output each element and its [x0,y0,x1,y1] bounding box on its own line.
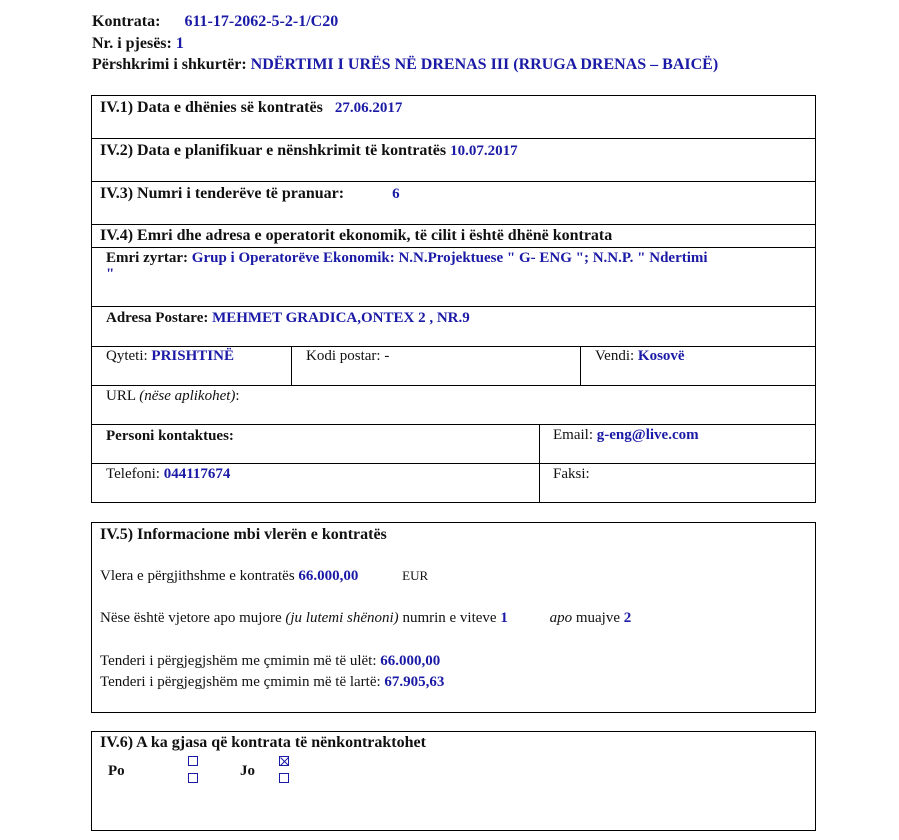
row-phone [92,464,815,502]
highest-label: Tenderi i përgjegjshëm me çmimin më të lartë: [100,674,381,690]
iv3-value: 6 [392,186,400,202]
row-postal-address [92,307,815,347]
lowest-label: Tenderi i përgjegjshëm me çmimin më të ulët: [100,653,377,669]
url-label: URL [106,388,136,404]
description-value: NDËRTIMI I URËS NË DRENAS III (RRUGA DRENAS – BAICË) [250,56,719,73]
lowest-line [100,653,440,670]
or-text: apo [549,610,573,626]
iv1-label: IV.1) Data e dhënies së kontratës [100,99,323,116]
contact-cell [92,425,540,463]
part-line [92,34,184,54]
postal-address-label: Adresa Postare: [106,310,209,326]
contract-value: 611-17-2062-5-2-1/C20 [184,13,339,30]
iv6-label: IV.6) A ka gjasa që kontrata të nënkontraktohet [100,734,426,751]
row-iv2 [92,139,815,182]
part-label: Nr. i pjesës: [92,35,172,52]
fax-label: Faksi: [553,466,590,482]
url-note: (nëse aplikohet) [139,388,236,404]
official-name-label: Emri zyrtar: [106,250,189,266]
email-cell [540,425,815,463]
years-label: numrin e viteve [402,610,497,626]
no-checkbox-checked[interactable] [279,756,289,766]
years-value: 1 [500,610,508,626]
phone-label: Telefoni: [106,466,160,482]
contact-label: Personi kontaktues: [106,428,234,444]
fax-cell [540,464,815,502]
iv2-label: IV.2) Data e planifikuar e nënshkrimit të kontratës [100,142,447,159]
row-city [92,347,815,386]
official-name-value: Grup i Operatorëve Ekonomik: N.N.Projektuese " G- ENG "; N.N.P. " Ndertimi [191,250,708,266]
description-label: Përshkrimi i shkurtër: [92,56,247,73]
section-iv1-iv4 [91,95,816,503]
yes-label: Po [108,763,125,779]
city-cell [92,347,292,385]
postal-address-value: MEHMET GRADICA,ONTEX 2 , NR.9 [212,310,470,326]
iv4-label: IV.4) Emri dhe adresa e operatorit ekonomik, të cilit i është dhënë kontrata [100,227,613,244]
row-url [92,386,815,425]
contract-label: Kontrata: [92,13,161,30]
section-iv6 [91,731,816,831]
postal-code-cell [292,347,581,385]
country-value: Kosovë [637,348,685,364]
highest-line [100,674,444,691]
phone-cell [92,464,540,502]
period-line [100,610,631,627]
iv1-value: 27.06.2017 [334,100,403,116]
yes-checkbox-top[interactable] [188,756,198,766]
months-value: 2 [623,610,632,626]
city-value: PRISHTINË [151,348,234,364]
postal-code-label: Kodi postar: - [306,348,390,364]
city-label: Qyteti: [106,348,148,364]
description-line [92,55,718,75]
lowest-value: 66.000,00 [380,653,441,669]
iv3-label: IV.3) Numri i tenderëve të pranuar: [100,185,345,202]
total-value: 66.000,00 [298,568,359,584]
part-value: 1 [175,35,184,52]
months-label: muajve [575,610,620,626]
url-colon: : [235,388,240,404]
email-label: Email: [553,427,593,443]
no-checkbox[interactable] [279,773,289,783]
period-text: Nëse është vjetore apo mujore [100,610,282,626]
row-contact [92,425,815,464]
iv5-label: IV.5) Informacione mbi vlerën e kontratës [100,526,387,543]
row-iv3 [92,182,815,225]
section-iv5 [91,522,816,713]
total-value-label: Vlera e përgjithshme e kontratës [100,568,295,584]
iv2-value: 10.07.2017 [450,143,518,159]
contract-line [92,12,338,32]
country-cell [581,347,815,385]
total-value-line [100,568,428,585]
highest-value: 67.905,63 [384,674,445,690]
yes-checkbox[interactable] [188,773,198,783]
country-label: Vendi: [595,348,635,364]
row-official-name [92,248,815,307]
row-iv4-heading [92,225,815,248]
row-iv1 [92,96,815,139]
email-value[interactable]: g-eng@live.com [596,427,699,443]
official-name-value-cont: " [106,266,115,282]
currency: EUR [402,568,429,583]
no-label: Jo [240,763,255,779]
period-note: (ju lutemi shënoni) [285,610,399,626]
phone-value: 044117674 [163,466,231,482]
